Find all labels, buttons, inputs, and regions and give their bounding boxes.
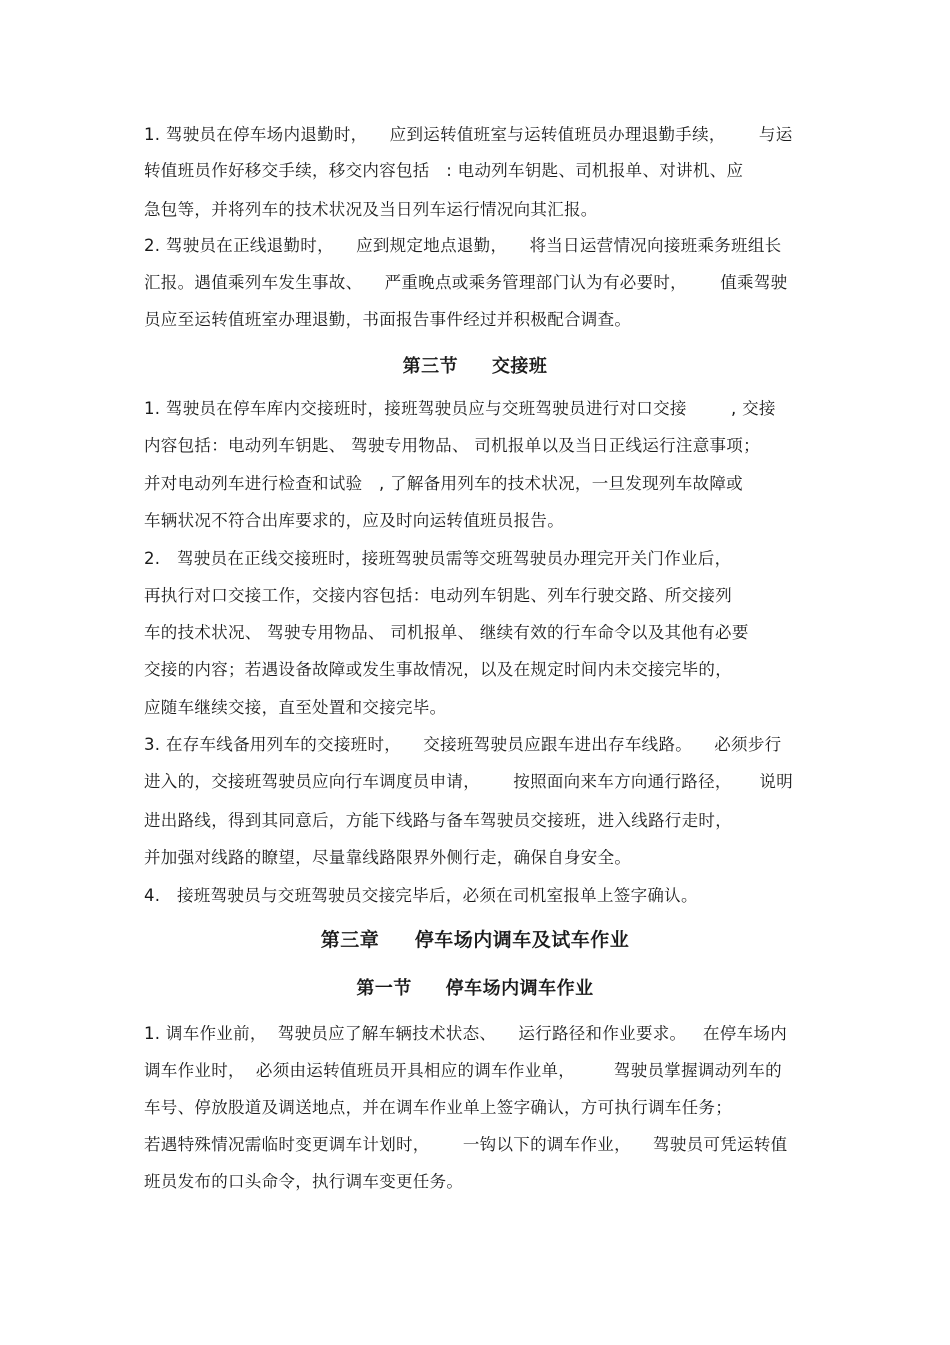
text-line: 并加强对线路的瞭望，尽量靠线路限界外侧行走，确保自身安全。 bbox=[144, 848, 632, 867]
section-heading: 第一节 停车场内调车作业 bbox=[356, 978, 594, 999]
text-line: 1. 驾驶员在停车场内退勤时， 应到运转值班室与运转值班员办理退勤手续， 与运 bbox=[144, 125, 793, 144]
text-line: 并对电动列车进行检查和试验 , 了解备用列车的技术状况，一旦发现列车故障或 bbox=[144, 474, 743, 493]
text-line: 车号、停放股道及调送地点，并在调车作业单上签字确认，方可执行调车任务； bbox=[144, 1098, 732, 1117]
text-line: 若遇特殊情况需临时变更调车计划时， 一钩以下的调车作业， 驾驶员可凭运转值 bbox=[144, 1135, 788, 1154]
text-line: 车的技术状况、 驾驶专用物品、 司机报单、 继续有效的行车命令以及其他有必要 bbox=[144, 623, 749, 642]
text-line: 进入的，交接班驾驶员应向行车调度员申请， 按照面向来车方向通行路径， 说明 bbox=[144, 772, 793, 791]
text-line: 3. 在存车线备用列车的交接班时， 交接班驾驶员应跟车进出存车线路。 必须步行 bbox=[144, 735, 782, 754]
text-line: 2. 驾驶员在正线退勤时， 应到规定地点退勤， 将当日运营情况向接班乘务班组长 bbox=[144, 236, 782, 255]
text-line: 1. 驾驶员在停车库内交接班时，接班驾驶员应与交班驾驶员进行对口交接 , 交接 bbox=[144, 399, 776, 418]
text-line: 1. 调车作业前， 驾驶员应了解车辆技术状态、 运行路径和作业要求。 在停车场内 bbox=[144, 1024, 787, 1043]
chapter-heading: 第三章 停车场内调车及试车作业 bbox=[320, 929, 630, 951]
text-line: 调车作业时， 必须由运转值班员开具相应的调车作业单， 驾驶员掌握调动列车的 bbox=[144, 1061, 782, 1080]
text-line: 2. 驾驶员在正线交接班时，接班驾驶员需等交班驾驶员办理完开关门作业后， bbox=[144, 549, 732, 568]
section-heading: 第三节 交接班 bbox=[402, 356, 548, 377]
text-line: 班员发布的口头命令，执行调车变更任务。 bbox=[144, 1172, 464, 1191]
text-line: 内容包括：电动列车钥匙、 驾驶专用物品、 司机报单以及当日正线运行注意事项； bbox=[144, 436, 760, 455]
text-line: 转值班员作好移交手续，移交内容包括 : 电动列车钥匙、司机报单、对讲机、应 bbox=[144, 161, 744, 180]
text-line: 应随车继续交接，直至处置和交接完毕。 bbox=[144, 698, 447, 717]
text-line: 员应至运转值班室办理退勤，书面报告事件经过并积极配合调查。 bbox=[144, 310, 632, 329]
text-line: 进出路线，得到其同意后，方能下线路与备车驾驶员交接班，进入线路行走时， bbox=[144, 811, 732, 830]
text-line: 急包等，并将列车的技术状况及当日列车运行情况向其汇报。 bbox=[144, 200, 598, 219]
text-line: 再执行对口交接工作，交接内容包括：电动列车钥匙、列车行驶交路、所交接列 bbox=[144, 586, 732, 605]
text-line: 车辆状况不符合出库要求的，应及时向运转值班员报告。 bbox=[144, 511, 564, 530]
text-line: 汇报。遇值乘列车发生事故、 严重晚点或乘务管理部门认为有必要时， 值乘驾驶 bbox=[144, 273, 788, 292]
text-line: 交接的内容；若遇设备故障或发生事故情况，以及在规定时间内未交接完毕的， bbox=[144, 660, 732, 679]
text-line: 4. 接班驾驶员与交班驾驶员交接完毕后，必须在司机室报单上签字确认。 bbox=[144, 886, 698, 905]
